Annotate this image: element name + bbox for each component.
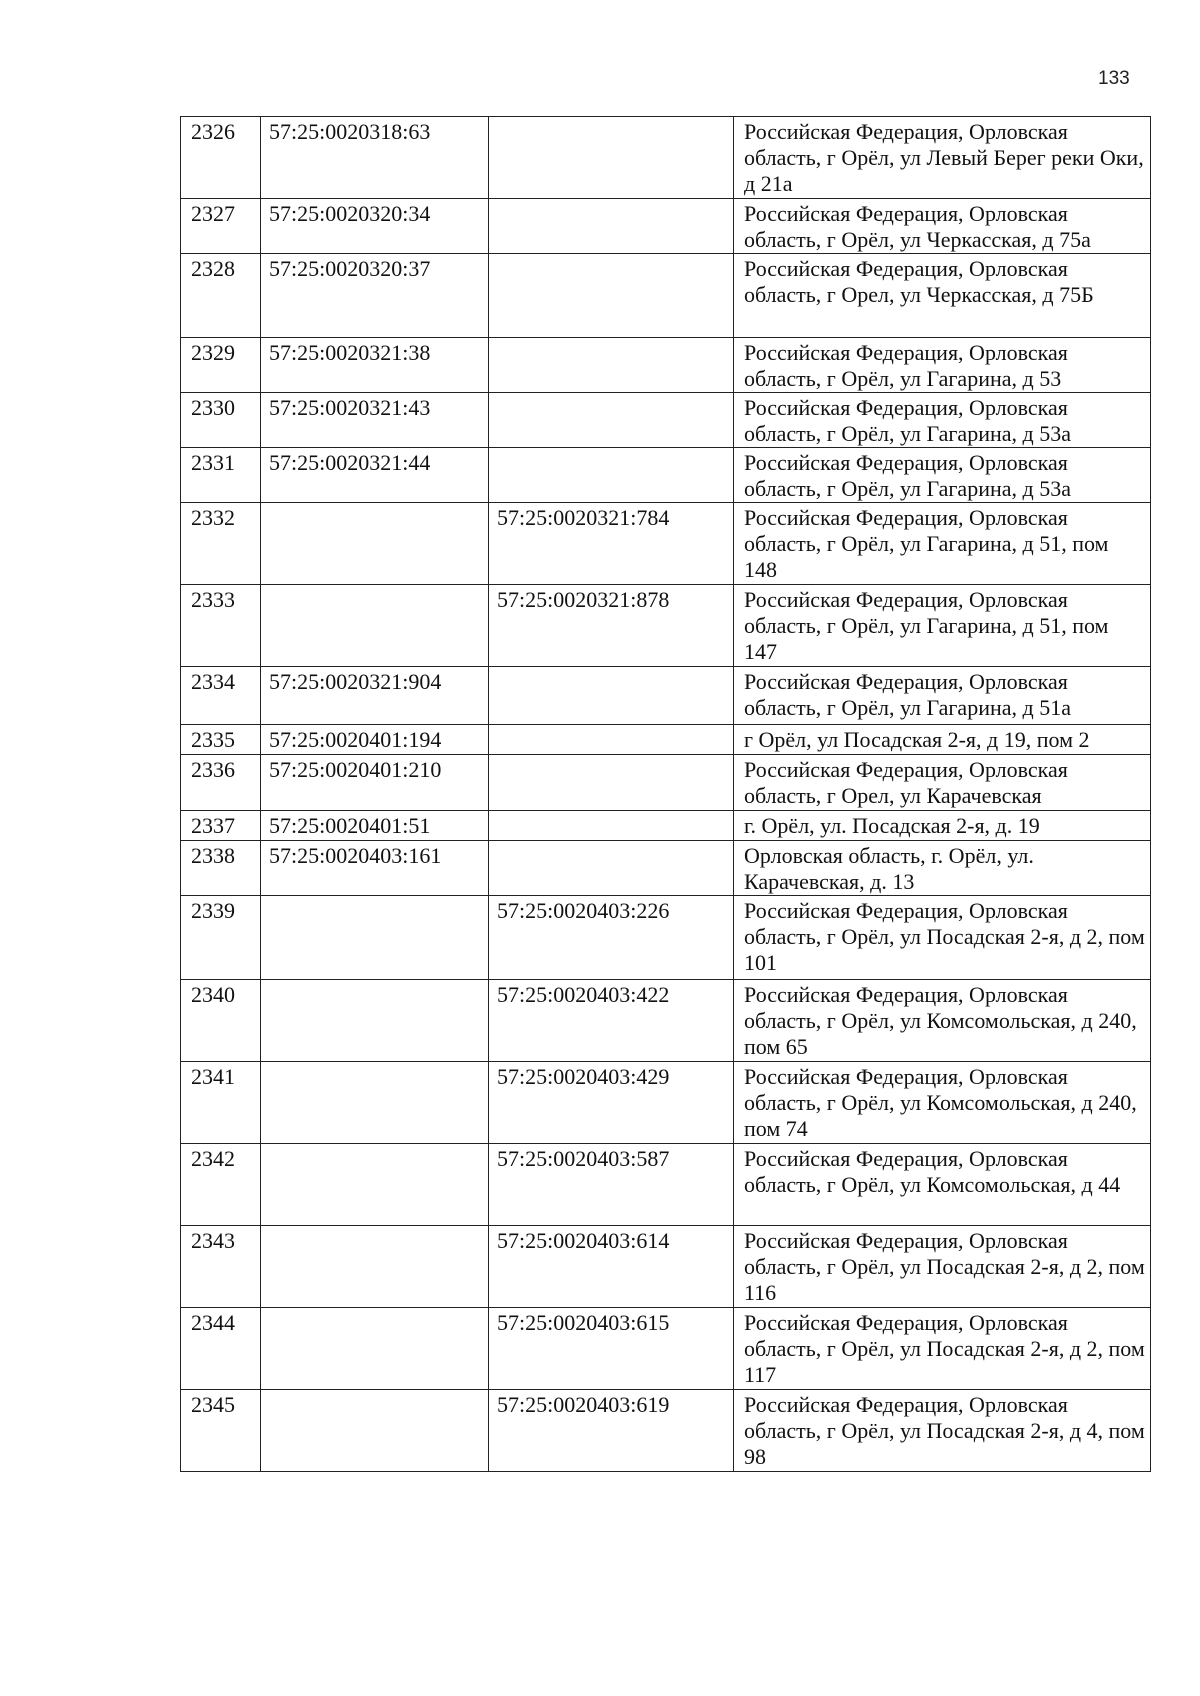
parcel-cadastral-number-cell [261, 896, 489, 980]
cadastral-register-table [180, 116, 1151, 1472]
table-row [181, 1226, 1151, 1308]
table-row [181, 254, 1151, 338]
row-number-cell: 2338 [181, 841, 261, 896]
row-number-cell: 2328 [181, 254, 261, 338]
premises-cadastral-number-cell: 57:25:0020403:422 [489, 980, 734, 1062]
address-cell: Российская Федерация, Орловская область, г Орёл, ул Гагарина, д 53а [734, 393, 1151, 448]
address-cell: Российская Федерация, Орловская область, г Орёл, ул Посадская 2-я, д 2, пом 116 [734, 1226, 1151, 1308]
row-number-cell: 2332 [181, 503, 261, 585]
table-row [181, 503, 1151, 585]
row-number-cell: 2341 [181, 1062, 261, 1144]
parcel-cadastral-number-cell: 57:25:0020318:63 [261, 117, 489, 199]
row-number-cell: 2345 [181, 1390, 261, 1472]
premises-cadastral-number-cell [489, 254, 734, 338]
premises-cadastral-number-cell: 57:25:0020403:615 [489, 1308, 734, 1390]
address-cell: Российская Федерация, Орловская область, г Орёл, ул Гагарина, д 51а [734, 667, 1151, 725]
address-cell: Российская Федерация, Орловская область, г Орёл, ул Черкасская, д 75а [734, 199, 1151, 254]
premises-cadastral-number-cell [489, 667, 734, 725]
row-number-cell: 2340 [181, 980, 261, 1062]
premises-cadastral-number-cell [489, 755, 734, 811]
row-number-cell: 2327 [181, 199, 261, 254]
premises-cadastral-number-cell: 57:25:0020403:226 [489, 896, 734, 980]
address-cell: Российская Федерация, Орловская область, г Орёл, ул Посадская 2-я, д 4, пом 98 [734, 1390, 1151, 1472]
address-cell: Российская Федерация, Орловская область, г Орёл, ул Комсомольская, д 240, пом 74 [734, 1062, 1151, 1144]
premises-cadastral-number-cell: 57:25:0020403:587 [489, 1144, 734, 1226]
parcel-cadastral-number-cell [261, 1390, 489, 1472]
table-row [181, 1062, 1151, 1144]
address-cell: Российская Федерация, Орловская область, г Орёл, ул Гагарина, д 51, пом 148 [734, 503, 1151, 585]
table-row [181, 448, 1151, 503]
address-cell: Российская Федерация, Орловская область, г Орёл, ул Посадская 2-я, д 2, пом 117 [734, 1308, 1151, 1390]
row-number-cell: 2335 [181, 725, 261, 755]
address-cell: Орловская область, г. Орёл, ул. Карачевская, д. 13 [734, 841, 1151, 896]
table-row [181, 1308, 1151, 1390]
parcel-cadastral-number-cell [261, 1144, 489, 1226]
address-cell: Российская Федерация, Орловская область, г Орёл, ул Гагарина, д 53а [734, 448, 1151, 503]
row-number-cell: 2342 [181, 1144, 261, 1226]
premises-cadastral-number-cell [489, 841, 734, 896]
table-row [181, 667, 1151, 725]
parcel-cadastral-number-cell: 57:25:0020403:161 [261, 841, 489, 896]
premises-cadastral-number-cell [489, 338, 734, 393]
table-row [181, 896, 1151, 980]
row-number-cell: 2330 [181, 393, 261, 448]
table-row [181, 980, 1151, 1062]
premises-cadastral-number-cell: 57:25:0020403:614 [489, 1226, 734, 1308]
page-number: 133 [1098, 68, 1130, 89]
parcel-cadastral-number-cell: 57:25:0020401:194 [261, 725, 489, 755]
premises-cadastral-number-cell: 57:25:0020403:429 [489, 1062, 734, 1144]
table-row [181, 338, 1151, 393]
premises-cadastral-number-cell: 57:25:0020321:878 [489, 585, 734, 667]
address-cell: г Орёл, ул Посадская 2-я, д 19, пом 2 [734, 725, 1151, 755]
premises-cadastral-number-cell [489, 199, 734, 254]
parcel-cadastral-number-cell: 57:25:0020401:210 [261, 755, 489, 811]
premises-cadastral-number-cell [489, 393, 734, 448]
parcel-cadastral-number-cell [261, 1226, 489, 1308]
table-row [181, 755, 1151, 811]
table-row [181, 1390, 1151, 1472]
parcel-cadastral-number-cell [261, 1308, 489, 1390]
parcel-cadastral-number-cell [261, 503, 489, 585]
address-cell: Российская Федерация, Орловская область, г Орёл, ул Комсомольская, д 240, пом 65 [734, 980, 1151, 1062]
premises-cadastral-number-cell [489, 725, 734, 755]
table-row [181, 117, 1151, 199]
parcel-cadastral-number-cell [261, 585, 489, 667]
row-number-cell: 2343 [181, 1226, 261, 1308]
parcel-cadastral-number-cell: 57:25:0020321:43 [261, 393, 489, 448]
parcel-cadastral-number-cell: 57:25:0020321:38 [261, 338, 489, 393]
row-number-cell: 2334 [181, 667, 261, 725]
premises-cadastral-number-cell [489, 811, 734, 841]
row-number-cell: 2337 [181, 811, 261, 841]
row-number-cell: 2333 [181, 585, 261, 667]
table-row [181, 393, 1151, 448]
table-row [181, 1144, 1151, 1226]
address-cell: Российская Федерация, Орловская область, г Орёл, ул Гагарина, д 53 [734, 338, 1151, 393]
address-cell: г. Орёл, ул. Посадская 2-я, д. 19 [734, 811, 1151, 841]
row-number-cell: 2344 [181, 1308, 261, 1390]
address-cell: Российская Федерация, Орловская область, г Орел, ул Черкасская, д 75Б [734, 254, 1151, 338]
premises-cadastral-number-cell: 57:25:0020321:784 [489, 503, 734, 585]
address-cell: Российская Федерация, Орловская область, г Орёл, ул Посадская 2-я, д 2, пом 101 [734, 896, 1151, 980]
table-body [181, 117, 1151, 1472]
parcel-cadastral-number-cell [261, 980, 489, 1062]
premises-cadastral-number-cell [489, 117, 734, 199]
table-row [181, 585, 1151, 667]
address-cell: Российская Федерация, Орловская область, г Орел, ул Карачевская [734, 755, 1151, 811]
table-row [181, 811, 1151, 841]
parcel-cadastral-number-cell: 57:25:0020401:51 [261, 811, 489, 841]
row-number-cell: 2336 [181, 755, 261, 811]
address-cell: Российская Федерация, Орловская область, г Орёл, ул Гагарина, д 51, пом 147 [734, 585, 1151, 667]
table-row [181, 725, 1151, 755]
premises-cadastral-number-cell: 57:25:0020403:619 [489, 1390, 734, 1472]
parcel-cadastral-number-cell: 57:25:0020321:44 [261, 448, 489, 503]
parcel-cadastral-number-cell: 57:25:0020320:37 [261, 254, 489, 338]
row-number-cell: 2326 [181, 117, 261, 199]
row-number-cell: 2339 [181, 896, 261, 980]
address-cell: Российская Федерация, Орловская область, г Орёл, ул Левый Берег реки Оки, д 21а [734, 117, 1151, 199]
row-number-cell: 2331 [181, 448, 261, 503]
parcel-cadastral-number-cell [261, 1062, 489, 1144]
address-cell: Российская Федерация, Орловская область, г Орёл, ул Комсомольская, д 44 [734, 1144, 1151, 1226]
table-row [181, 841, 1151, 896]
parcel-cadastral-number-cell: 57:25:0020320:34 [261, 199, 489, 254]
row-number-cell: 2329 [181, 338, 261, 393]
premises-cadastral-number-cell [489, 448, 734, 503]
parcel-cadastral-number-cell: 57:25:0020321:904 [261, 667, 489, 725]
table-row [181, 199, 1151, 254]
